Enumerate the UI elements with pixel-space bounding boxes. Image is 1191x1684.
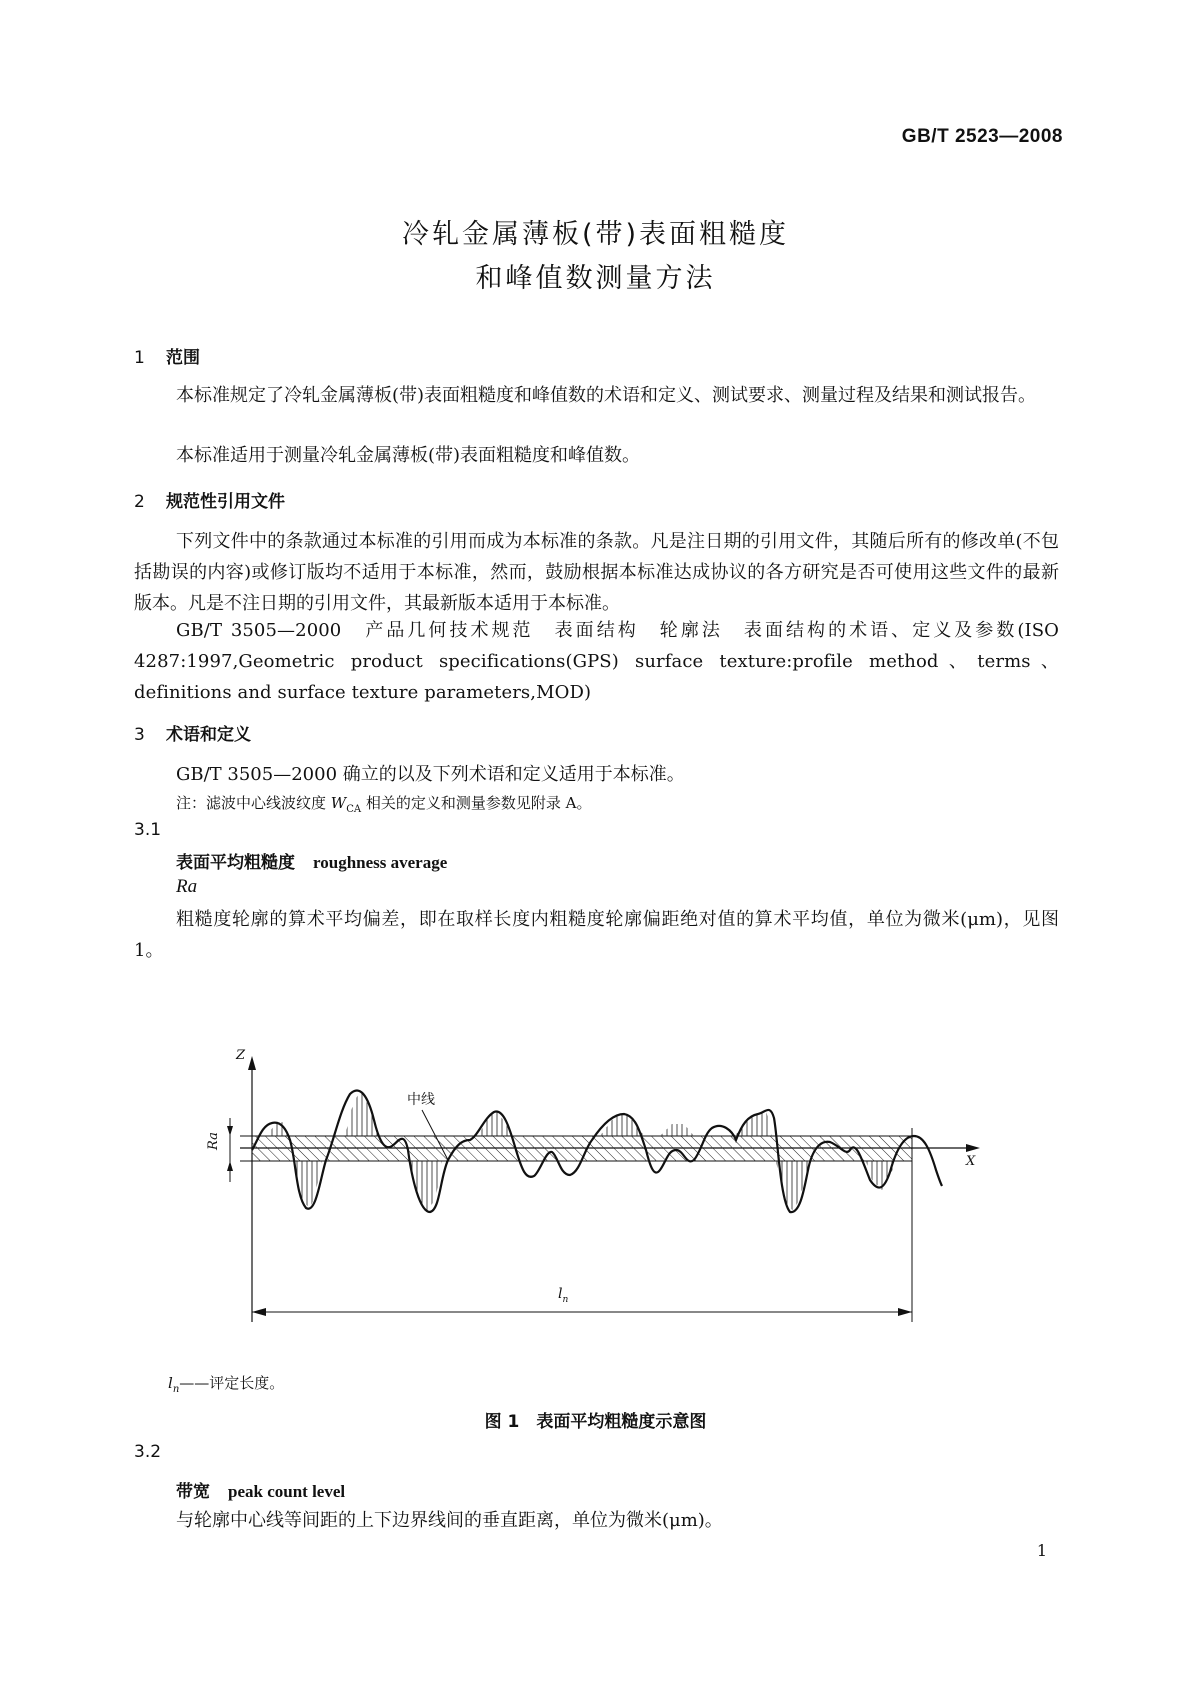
- standard-number: GB/T 2523—2008: [901, 126, 1063, 147]
- document-title-line1: 冷轧金属薄板(带)表面粗糙度: [401, 219, 790, 250]
- clause-3-1-number: 3.1: [134, 820, 162, 840]
- section-2-reference: GB/T 3505—2000 产品几何技术规范 表面结构 轮廓法 表面结构的术语、定义及参数(ISO 4287:1997,Geometric product specifications(GPS) surface texture:profile method、terms、definitions and surface texture parameters,MOD): [134, 620, 1059, 703]
- legend-text: ——评定长度。: [179, 1374, 285, 1392]
- ra-dimension: [227, 1118, 233, 1182]
- z-axis: [248, 1056, 256, 1322]
- section-title: 术语和定义: [166, 725, 251, 745]
- section-title: 规范性引用文件: [166, 492, 285, 512]
- figure-1-legend: [168, 1372, 284, 1395]
- section-3-paragraph-1: GB/T 3505—2000 确立的以及下列术语和定义适用于本标准。: [176, 764, 685, 785]
- legend-subscript: n: [172, 1384, 180, 1395]
- term-chinese: 带宽: [176, 1482, 210, 1502]
- note-suffix: 相关的定义和测量参数见附录 A。: [361, 794, 592, 812]
- term-chinese: 表面平均粗糙度: [176, 853, 295, 873]
- clause-3-2-number: 3.2: [134, 1442, 162, 1462]
- document-title-line2: 和峰值数测量方法: [475, 263, 716, 294]
- section-2-paragraph-1: 下列文件中的条款通过本标准的引用而成为本标准的条款。凡是注日期的引用文件，其随后所有的修改单(不包括勘误的内容)或修订版均不适用于本标准，然而，鼓励根据本标准达成协议的各方研究是否可使用这些文件的最新版本。凡是不注日期的引用文件，其最新版本适用于本标准。: [134, 531, 1059, 614]
- length-subscript: n: [562, 1294, 569, 1305]
- ra-label: Ra: [206, 1132, 221, 1150]
- clause-3-1-definition: 粗糙度轮廓的算术平均偏差，即在取样长度内粗糙度轮廓偏距绝对值的算术平均值，单位为微米(μm)，见图 1。: [134, 909, 1059, 961]
- length-symbol: l: [558, 1286, 563, 1302]
- term-english: roughness average: [313, 853, 448, 872]
- term-english: peak count level: [228, 1482, 346, 1501]
- section-number: 2: [134, 492, 145, 512]
- note-symbol: W: [330, 794, 347, 812]
- note-prefix: 注：滤波中心线波纹度: [176, 794, 331, 812]
- page-number: 1: [1036, 1541, 1047, 1560]
- clause-3-1-symbol: Ra: [176, 876, 198, 897]
- evaluation-length-label: [558, 1286, 568, 1305]
- section-1-paragraph-2: 本标准适用于测量冷轧金属薄板(带)表面粗糙度和峰值数。: [176, 445, 641, 466]
- section-number: 3: [134, 725, 145, 745]
- midline-label: 中线: [407, 1092, 435, 1108]
- note-subscript: CA: [346, 804, 362, 815]
- section-1-paragraph-1: 本标准规定了冷轧金属薄板(带)表面粗糙度和峰值数的术语和定义、测试要求、测量过程及结果和测试报告。: [176, 385, 1037, 406]
- figure-1-caption: 图 1 表面平均粗糙度示意图: [484, 1412, 707, 1432]
- legend-symbol: l: [168, 1374, 173, 1392]
- x-axis-label: X: [966, 1154, 976, 1169]
- clause-3-2-term: [176, 1477, 345, 1502]
- clause-3-2-definition: 与轮廓中心线等间距的上下边界线间的垂直距离，单位为微米(μm)。: [176, 1510, 723, 1531]
- section-number: 1: [134, 348, 145, 368]
- z-axis-label: Z: [236, 1048, 246, 1063]
- section-title: 范围: [166, 348, 200, 368]
